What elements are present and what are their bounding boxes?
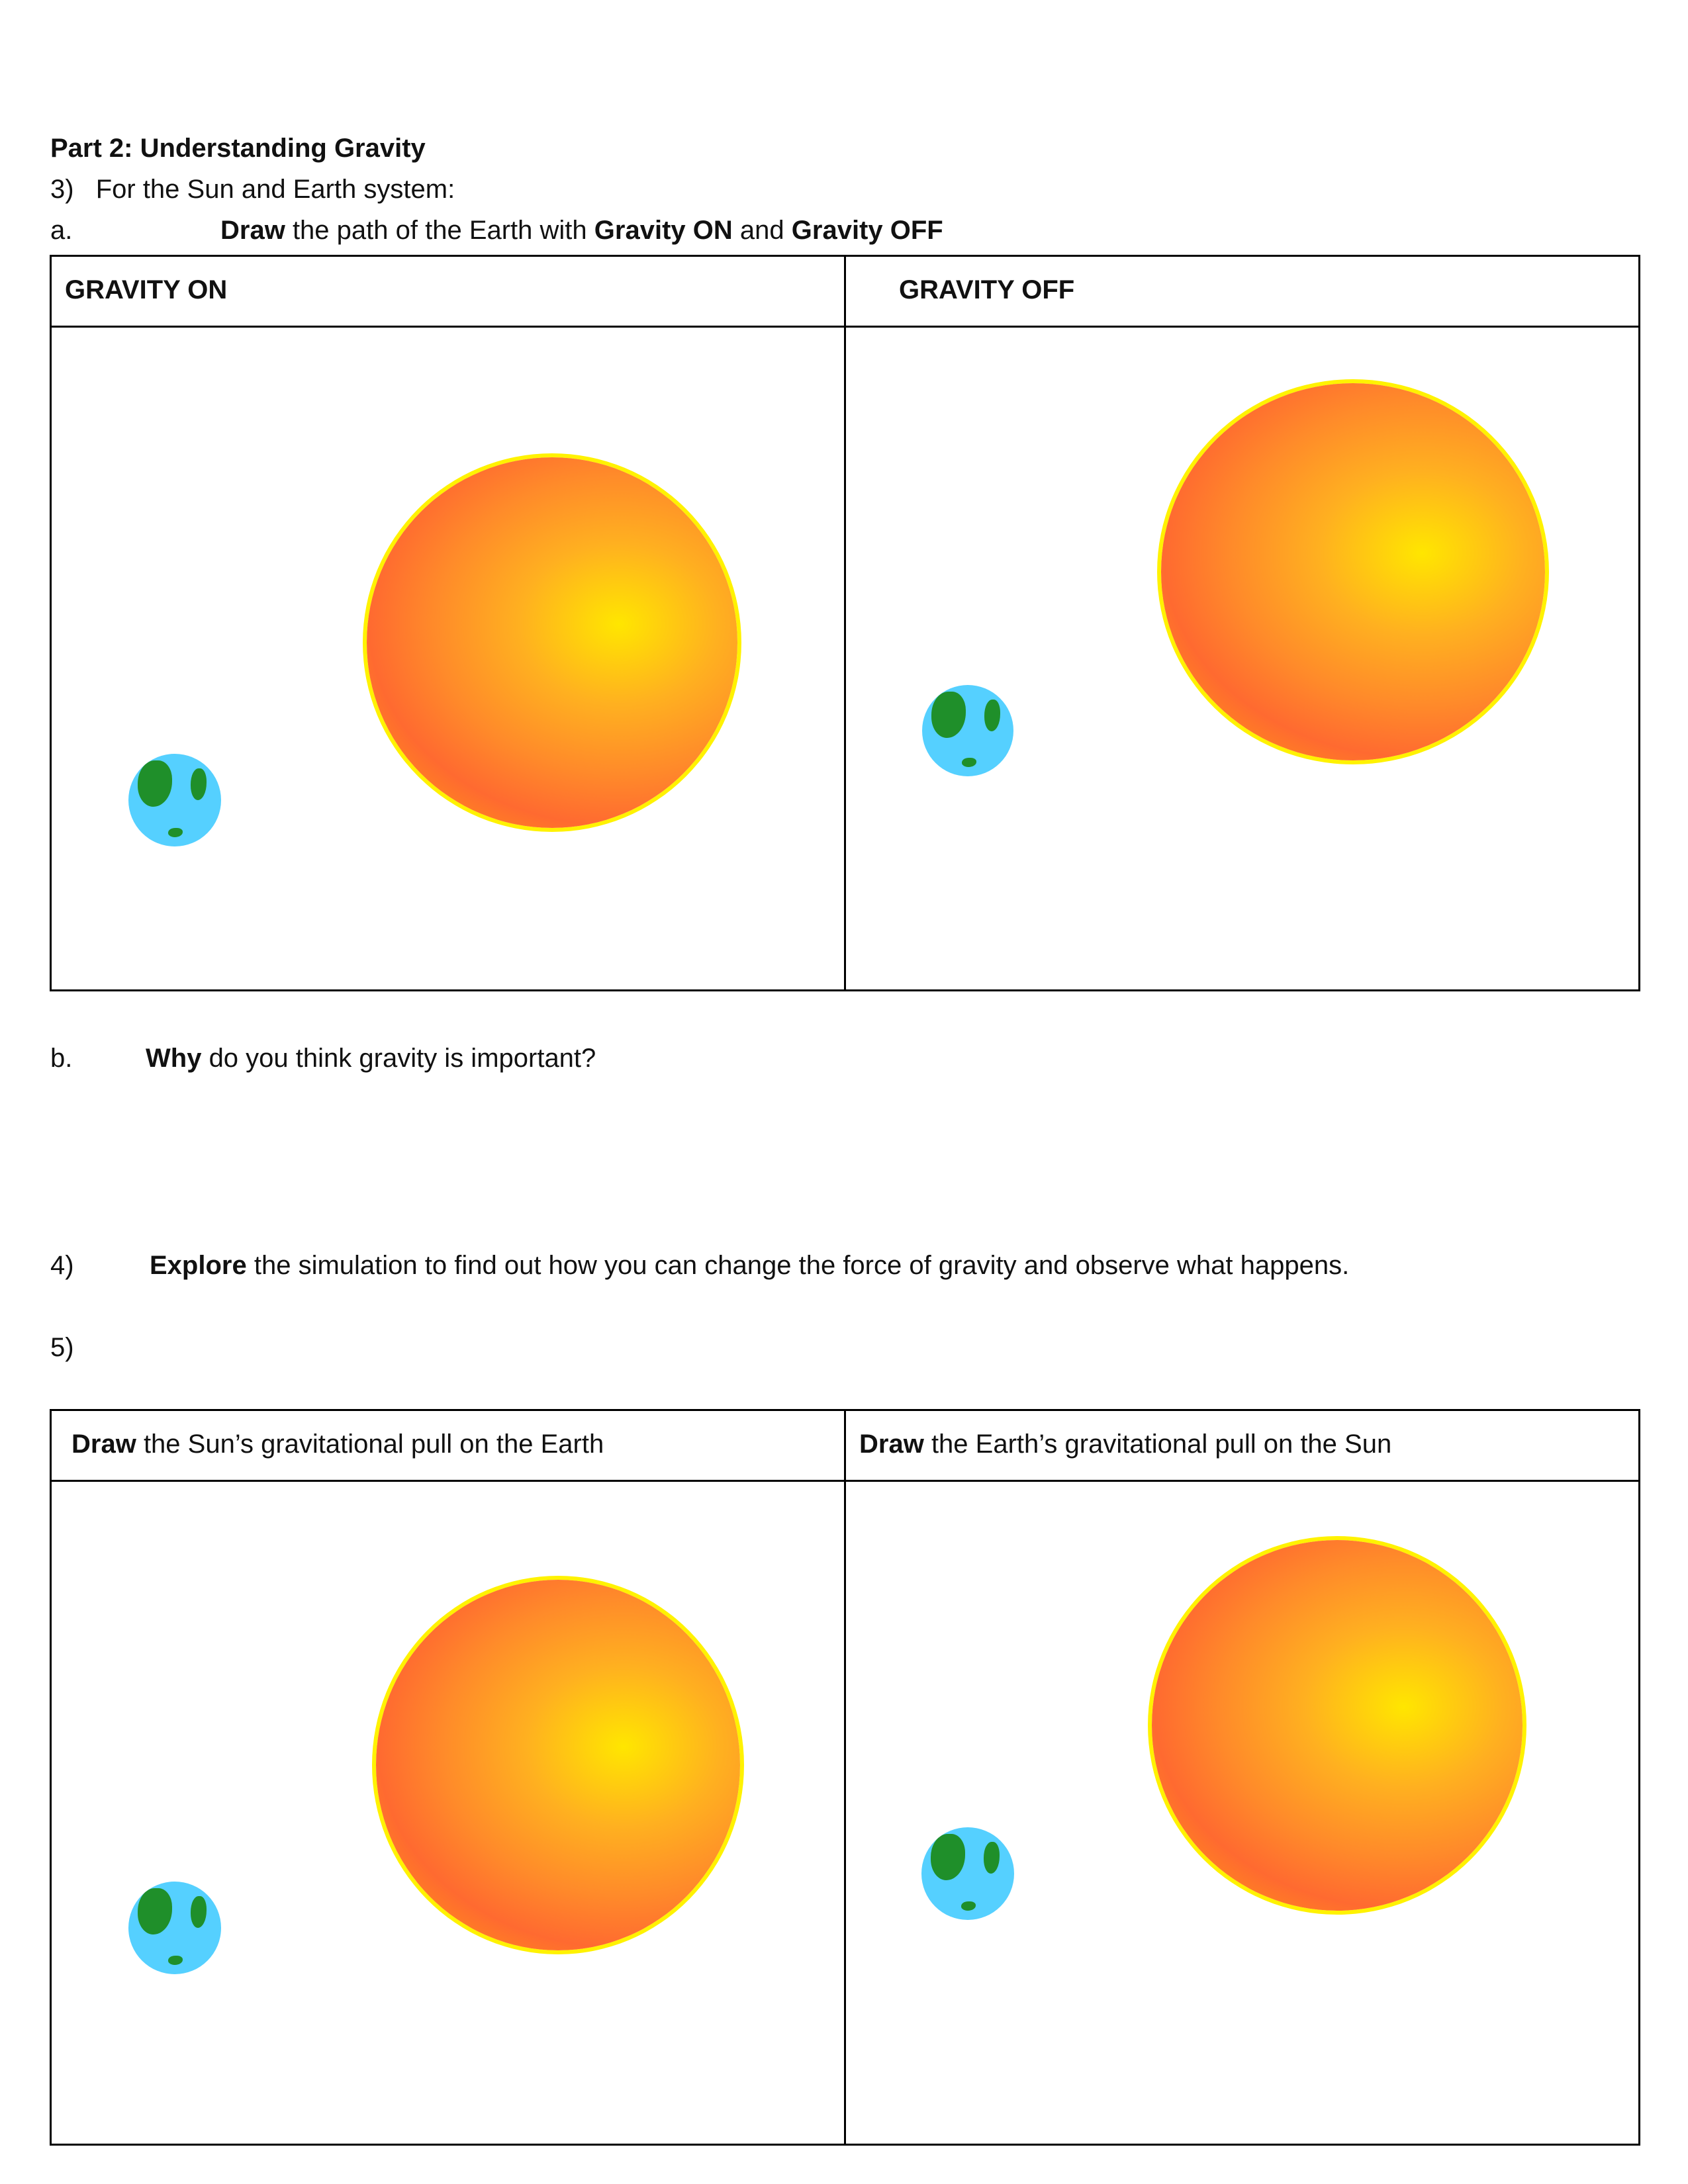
question-3b-bold: Why — [146, 1044, 202, 1073]
gravity-off-header: GRAVITY OFF — [899, 275, 1075, 304]
question-5-number: 5) — [50, 1333, 74, 1362]
sun-icon — [1152, 1540, 1523, 1911]
question-4-text — [150, 1250, 1349, 1281]
question-3-number: 3) — [50, 175, 74, 204]
gravity-off-header-cell — [845, 256, 1640, 327]
gravity-off-drawing-area[interactable] — [845, 327, 1640, 991]
gravity-path-table — [50, 255, 1640, 991]
question-3b-text — [146, 1042, 596, 1074]
sun-pull-header-rest: the Sun’s gravitational pull on the Earth — [143, 1430, 604, 1459]
question-3a-mid2: and — [739, 216, 784, 245]
question-3a-text — [220, 214, 943, 246]
sun-pull-header-cell — [51, 1410, 845, 1481]
question-3a-letter: a. — [50, 216, 73, 245]
question-3a-mid1: the path of the Earth with — [292, 216, 587, 245]
question-3 — [50, 173, 455, 205]
question-4-bold: Explore — [150, 1251, 247, 1280]
sun-pull-drawing-area[interactable] — [51, 1481, 845, 2145]
gravity-on-drawing-area[interactable] — [51, 327, 845, 991]
sun-pull-header — [71, 1430, 604, 1459]
gravity-on-header-cell — [51, 256, 845, 327]
gravitational-pull-table — [50, 1409, 1640, 2146]
question-3a-bold-draw: Draw — [220, 216, 285, 245]
question-3b-letter: b. — [50, 1044, 73, 1073]
question-3a-bold-gravity-off: Gravity OFF — [791, 216, 943, 245]
question-4-rest: the simulation to find out how you can change the force of gravity and observe what happens. — [254, 1251, 1350, 1280]
sun-icon — [376, 1580, 740, 1950]
earth-pull-header-bold: Draw — [859, 1430, 924, 1459]
earth-icon — [128, 754, 221, 846]
question-3a-bold-gravity-on: Gravity ON — [594, 216, 733, 245]
earth-pull-header-cell — [845, 1410, 1640, 1481]
sun-icon — [367, 457, 737, 828]
earth-pull-header — [859, 1430, 1391, 1459]
question-3b-rest: do you think gravity is important? — [209, 1044, 596, 1073]
part-title: Part 2: Understanding Gravity — [50, 134, 426, 163]
question-3-text: For the Sun and Earth system: — [95, 175, 455, 204]
sun-icon — [1161, 383, 1545, 760]
sun-pull-header-bold: Draw — [71, 1430, 136, 1459]
earth-icon — [921, 1827, 1014, 1920]
earth-icon — [922, 685, 1013, 776]
gravity-on-header: GRAVITY ON — [65, 275, 228, 304]
earth-pull-drawing-area[interactable] — [845, 1481, 1640, 2145]
earth-pull-header-rest: the Earth’s gravitational pull on the Sun — [931, 1430, 1392, 1459]
question-4-number: 4) — [50, 1251, 74, 1280]
earth-icon — [128, 1882, 221, 1974]
